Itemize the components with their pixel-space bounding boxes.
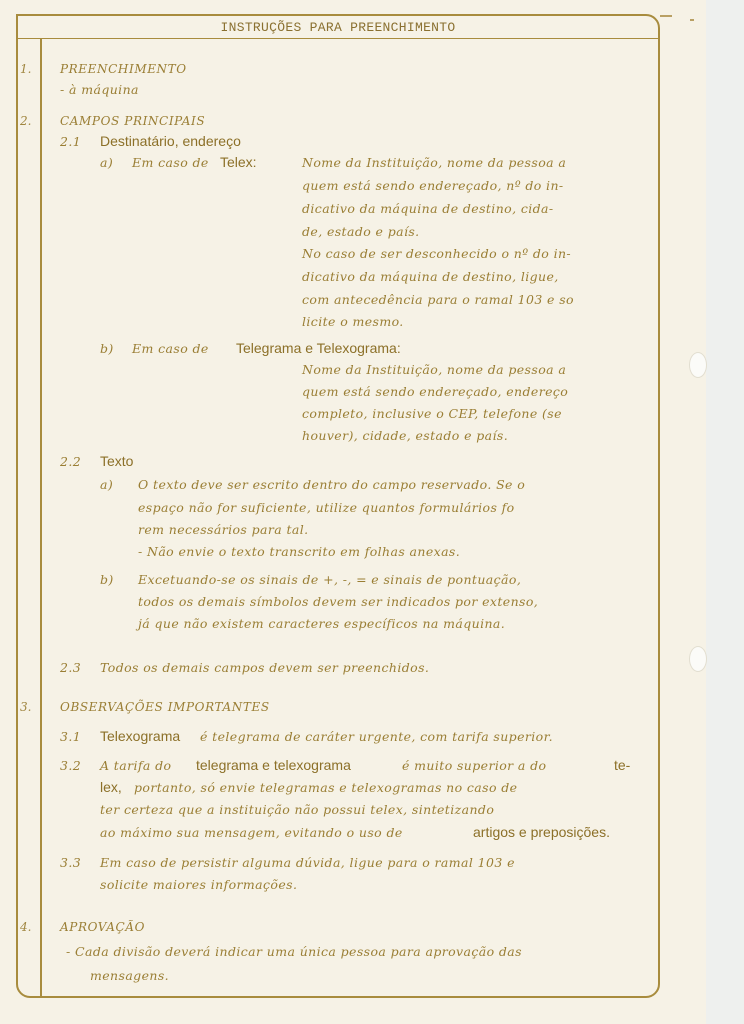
- scan-edge: [706, 0, 744, 1024]
- item-term: telegrama e telexograma: [196, 757, 351, 773]
- section-number: 3.: [20, 700, 32, 714]
- item-line: No caso de ser desconhecido o nº do in-: [302, 246, 572, 261]
- section-number: 4.: [20, 920, 32, 934]
- item-line: completo, inclusive o CEP, telefone (se: [302, 406, 562, 421]
- item-line: rem necessários para tal.: [138, 522, 309, 537]
- item-term: Telegrama e Telexograma:: [236, 340, 401, 356]
- item-prefix: Em caso de: [132, 155, 209, 170]
- item-prefix: Em caso de: [132, 341, 209, 356]
- subsection-number: 2.2: [60, 454, 82, 469]
- subsection-text: é telegrama de caráter urgente, com tarifa superior.: [200, 729, 553, 744]
- section-title: CAMPOS PRINCIPAIS: [60, 114, 206, 128]
- item-term: lex,: [100, 779, 122, 795]
- item-label: a): [100, 155, 114, 170]
- item-line: O texto deve ser escrito dentro do campo reservado. Se o: [138, 477, 526, 492]
- item-line: - Cada divisão deverá indicar uma única pessoa para aprovação das: [66, 944, 522, 959]
- item-line: Excetuando-se os sinais de +, -, = e sinais de pontuação,: [138, 572, 522, 587]
- item-line: ter certeza que a instituição não possui telex, sintetizando: [100, 802, 495, 817]
- item-line: dicativo da máquina de destino, cida-: [302, 201, 554, 216]
- item-line: Nome da Instituição, nome da pessoa a: [302, 155, 567, 170]
- subsection-number: 3.2: [60, 758, 82, 773]
- subsection-number: 2.3: [60, 660, 82, 675]
- item-line: todos os demais símbolos devem ser indicados por extenso,: [138, 594, 539, 609]
- item-line: dicativo da máquina de destino, ligue,: [302, 269, 559, 284]
- item-line: mensagens.: [90, 968, 170, 983]
- section-line: - à máquina: [60, 82, 139, 97]
- item-line: já que não existem caracteres específicos na máquina.: [138, 616, 506, 631]
- staple-mark: [660, 15, 672, 17]
- item-term: Telexograma: [100, 728, 181, 744]
- page-title: INSTRUÇÕES PARA PREENCHIMENTO: [18, 16, 658, 39]
- item-line: Em caso de persistir alguma dúvida, ligue para o ramal 103 e: [100, 855, 515, 870]
- subsection-text: Todos os demais campos devem ser preenchidos.: [100, 660, 430, 675]
- item-term: te-: [614, 757, 631, 773]
- section-title: OBSERVAÇÕES IMPORTANTES: [60, 700, 270, 714]
- item-line: solicite maiores informações.: [100, 877, 298, 892]
- item-label: b): [100, 572, 114, 587]
- subsection-title: Texto: [100, 453, 134, 469]
- punch-hole: [689, 646, 707, 672]
- subsection-number: 3.1: [60, 729, 82, 744]
- subsection-title: Destinatário, endereço: [100, 133, 241, 149]
- item-line: portanto, só envie telegramas e telexogramas no caso de: [134, 780, 518, 795]
- item-line: é muito superior a do: [402, 758, 547, 773]
- punch-hole: [689, 352, 707, 378]
- item-line: quem está sendo endereçado, nº do in-: [302, 178, 564, 193]
- subsection-number: 3.3: [60, 855, 82, 870]
- item-line: quem está sendo endereçado, endereço: [302, 384, 569, 399]
- item-label: b): [100, 341, 114, 356]
- subsection-number: 2.1: [60, 134, 82, 149]
- item-label: a): [100, 477, 114, 492]
- section-number: 1.: [20, 62, 32, 76]
- item-line: Nome da Instituição, nome da pessoa a: [302, 362, 567, 377]
- item-line: licite o mesmo.: [302, 314, 404, 329]
- item-line: com antecedência para o ramal 103 e so: [302, 292, 574, 307]
- item-line: houver), cidade, estado e país.: [302, 428, 509, 443]
- staple-mark: [690, 19, 694, 21]
- number-column-divider: [40, 38, 42, 996]
- item-term: Telex:: [220, 154, 257, 170]
- item-line: A tarifa do: [100, 758, 172, 773]
- section-number: 2.: [20, 114, 32, 128]
- section-title: PREENCHIMENTO: [60, 62, 187, 76]
- item-line: - Não envie o texto transcrito em folhas anexas.: [138, 544, 461, 559]
- item-term: artigos e preposições.: [473, 824, 610, 840]
- item-line: de, estado e país.: [302, 224, 420, 239]
- section-title: APROVAÇÃO: [60, 920, 146, 934]
- item-line: espaço não for suficiente, utilize quantos formulários fo: [138, 500, 515, 515]
- item-line: ao máximo sua mensagem, evitando o uso de: [100, 825, 403, 840]
